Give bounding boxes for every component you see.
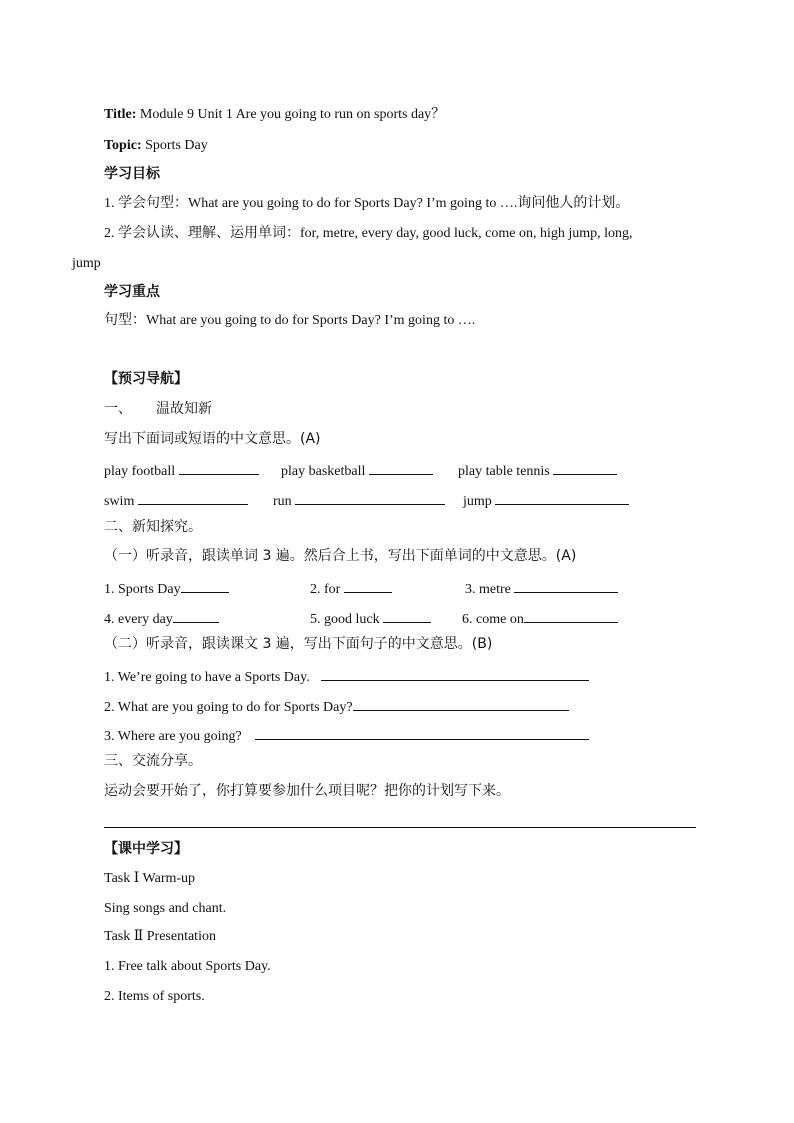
goal-item-2: 2. 学会认读、理解、运用单词：for, metre, every day, good luck, come on, high jump, long, [104, 226, 633, 241]
answer-blank[interactable] [138, 490, 248, 505]
task2-item-1: 1. Free talk about Sports Day. [104, 959, 271, 974]
answer-blank[interactable] [553, 460, 617, 475]
key-points-heading: 学习重点 [104, 284, 160, 300]
task1-title: Task Ⅰ Warm-up [104, 871, 196, 886]
phrase-label: play basketball [281, 464, 366, 479]
answer-blank[interactable] [514, 578, 618, 593]
preview-heading: 【预习导航】 [104, 371, 188, 387]
phrase-item [273, 490, 445, 511]
part3-prompt: 运动会要开始了，你打算要参加什么项目呢？把你的计划写下来。 [104, 783, 510, 799]
part2-title: 二、新知探究。 [104, 519, 202, 535]
answer-blank[interactable] [173, 608, 219, 623]
class-heading: 【课中学习】 [104, 841, 188, 857]
part1-num: 一、 [104, 401, 132, 417]
phrase-label: run [273, 494, 292, 509]
word-item [465, 578, 618, 599]
word-item [104, 608, 219, 629]
answer-blank[interactable] [255, 725, 589, 740]
key-points-text: 句型：What are you going to do for Sports Day? I’m going to …. [104, 313, 476, 328]
phrase-item [104, 460, 259, 481]
answer-blank[interactable] [524, 608, 618, 623]
part1-title: 温故知新 [156, 401, 212, 417]
part2-sub2: （二）听录音，跟读课文 3 遍，写出下面句子的中文意思。(B) [104, 636, 493, 652]
word-item [462, 608, 618, 629]
answer-blank[interactable] [344, 578, 392, 593]
sentence-item [104, 696, 569, 717]
word-label: 2. for [310, 582, 341, 597]
phrase-item [458, 460, 617, 481]
part1-instruction: 写出下面词或短语的中文意思。(A) [104, 431, 321, 447]
sentence-label: 3. Where are you going? [104, 729, 242, 744]
word-item [310, 608, 431, 629]
word-label: 3. metre [465, 582, 511, 597]
answer-blank[interactable] [321, 666, 589, 681]
answer-blank[interactable] [295, 490, 445, 505]
task1-text: Sing songs and chant. [104, 901, 227, 916]
task2-item-2: 2. Items of sports. [104, 989, 205, 1004]
phrase-label: play football [104, 464, 176, 479]
title-line [104, 106, 445, 124]
phrase-label: play table tennis [458, 464, 550, 479]
word-label: 5. good luck [310, 612, 380, 627]
topic-text: Sports Day [141, 138, 208, 153]
topic-line [104, 137, 208, 155]
sentence-label: 2. What are you going to do for Sports Day? [104, 700, 353, 715]
part3-title: 三、交流分享。 [104, 753, 202, 769]
topic-label: Topic: [104, 138, 142, 153]
answer-blank[interactable] [369, 460, 433, 475]
answer-blank[interactable] [495, 490, 629, 505]
title-text: Module 9 Unit 1 Are you going to run on sports day？ [136, 107, 446, 122]
word-item [310, 578, 392, 599]
goals-heading: 学习目标 [104, 166, 160, 182]
word-label: 6. come on [462, 612, 524, 627]
phrase-label: jump [463, 494, 492, 509]
answer-blank[interactable] [353, 696, 569, 711]
task2-title: Task Ⅱ Presentation [104, 929, 216, 944]
phrase-item [104, 490, 248, 511]
writing-line[interactable] [104, 827, 696, 828]
answer-blank[interactable] [383, 608, 431, 623]
word-label: 1. Sports Day [104, 582, 181, 597]
sentence-item [104, 666, 589, 687]
goal-item-2-wrap: jump [72, 256, 101, 271]
title-label: Title: [104, 107, 137, 122]
phrase-item [463, 490, 629, 511]
part2-sub1: （一）听录音，跟读单词 3 遍。然后合上书，写出下面单词的中文意思。(A) [104, 548, 577, 564]
answer-blank[interactable] [181, 578, 229, 593]
sentence-item [104, 725, 589, 746]
phrase-label: swim [104, 494, 135, 509]
sentence-label: 1. We’re going to have a Sports Day. [104, 670, 310, 685]
word-label: 4. every day [104, 612, 173, 627]
phrase-item [281, 460, 433, 481]
word-item [104, 578, 229, 599]
answer-blank[interactable] [179, 460, 259, 475]
goal-item-1: 1. 学会句型：What are you going to do for Sports Day? I’m going to ….询问他人的计划。 [104, 196, 630, 211]
